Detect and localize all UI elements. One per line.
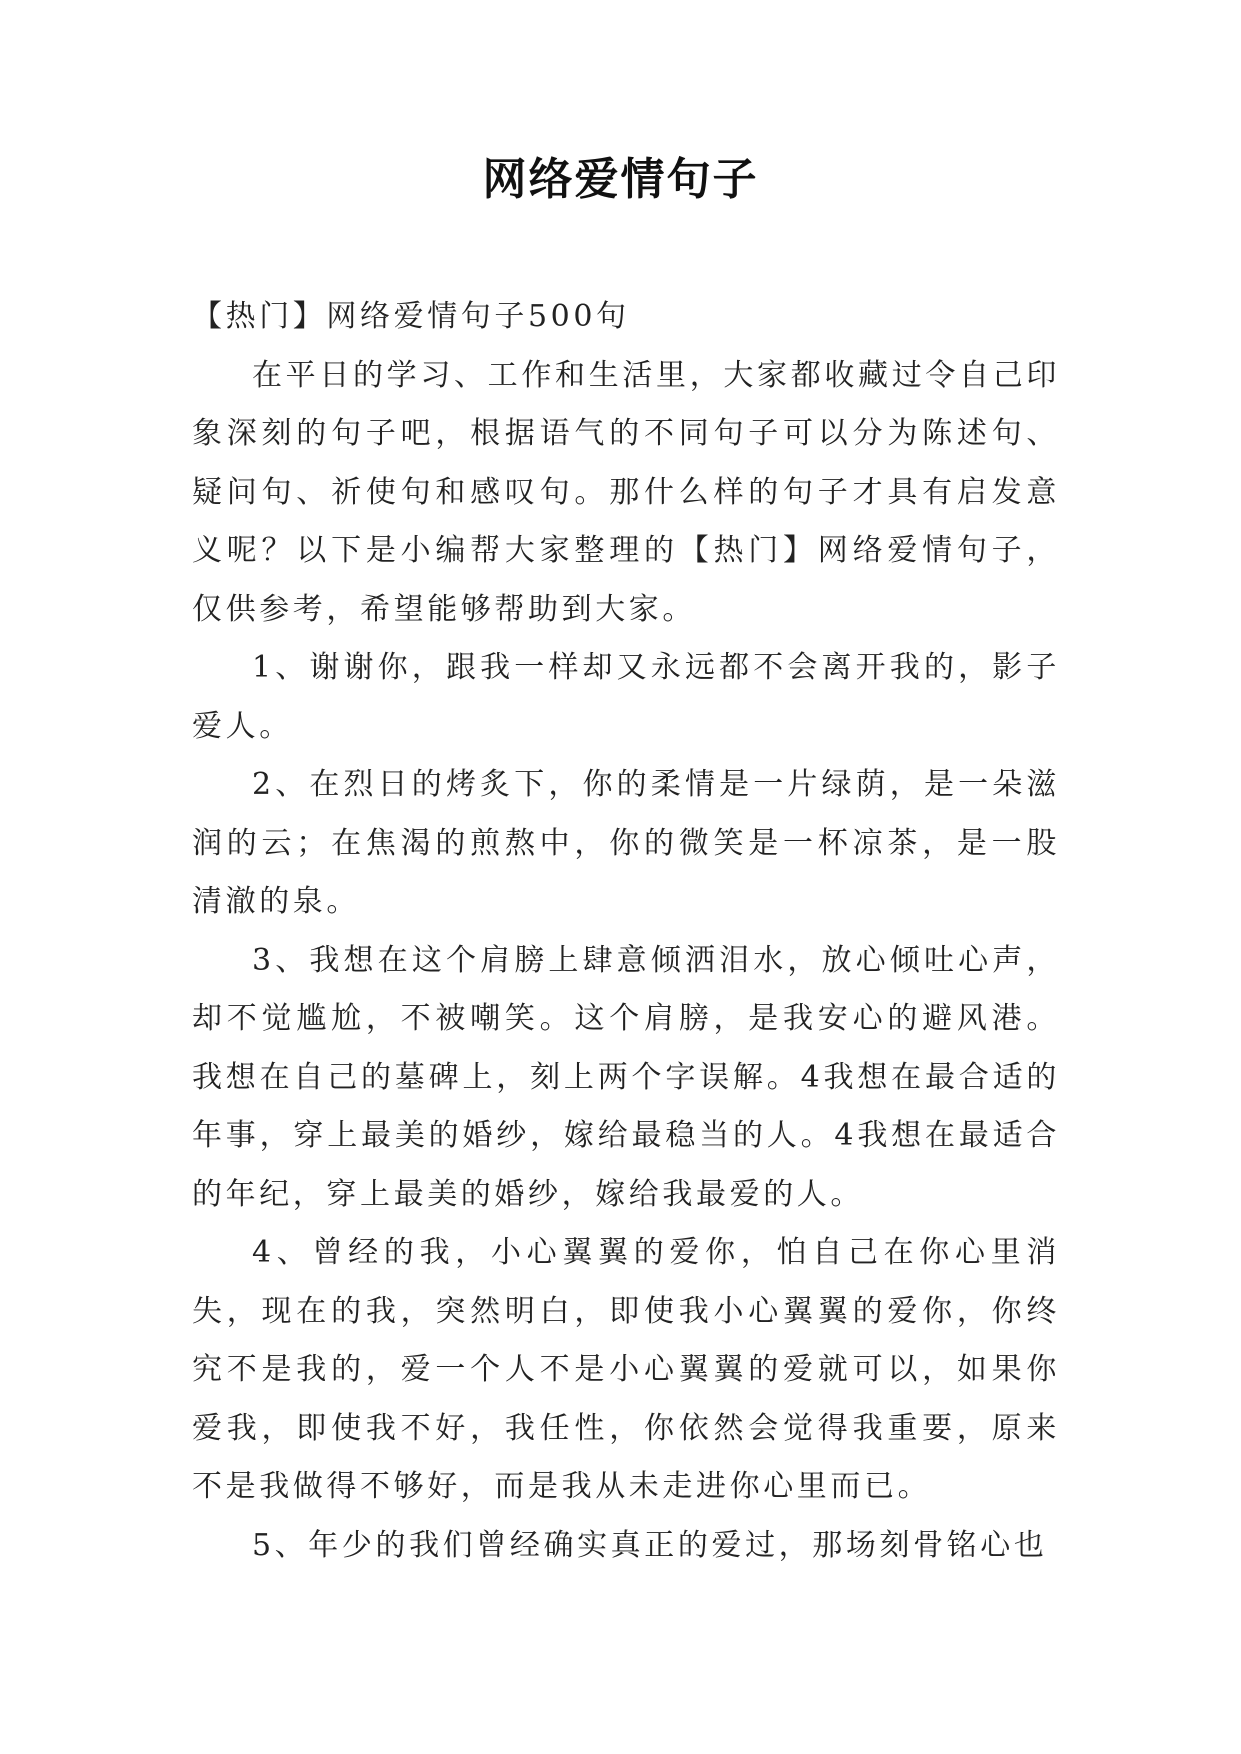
document-subtitle: 【热门】网络爱情句子500句: [192, 299, 630, 334]
sentence-item-5: 5、年少的我们曾经确实真正的爱过，那场刻骨铭心也: [252, 1527, 1048, 1563]
intro-paragraph: 在平日的学习、工作和生活里，大家都收藏过令自己印象深刻的句子吧，根据语气的不同句子可以分为陈述句、疑问句、祈使句和感叹句。那什么样的句子才具有启发意义呢？以下是小编帮大家整理的【热门】网络爱情句子，仅供参考，希望能够帮助到大家。: [192, 357, 1060, 627]
sentence-item-3: 3、我想在这个肩膀上肆意倾洒泪水，放心倾吐心声，却不觉尴尬，不被嘲笑。这个肩膀，是我安心的避风港。我想在自己的墓碑上，刻上两个字误解。4我想在最合适的年事，穿上最美的婚纱，嫁给最稳当的人。4我想在最适合的年纪，穿上最美的婚纱，嫁给我最爱的人。: [192, 942, 1060, 1212]
sentence-item-2: 2、在烈日的烤炙下，你的柔情是一片绿荫，是一朵滋润的云；在焦渴的煎熬中，你的微笑是一杯凉茶，是一股清澈的泉。: [192, 767, 1060, 919]
document-body: [192, 288, 1060, 1575]
sentence-item-1: 1、谢谢你，跟我一样却又永远都不会离开我的，影子爱人。: [192, 650, 1060, 744]
sentence-item-4: 4、曾经的我，小心翼翼的爱你，怕自己在你心里消失，现在的我，突然明白，即使我小心翼翼的爱你，你终究不是我的，爱一个人不是小心翼翼的爱就可以，如果你爱我，即使我不好，我任性，你依然会觉得我重要，原来不是我做得不够好，而是我从未走进你心里而已。: [192, 1235, 1060, 1504]
document-title: 网络爱情句子: [482, 154, 759, 205]
